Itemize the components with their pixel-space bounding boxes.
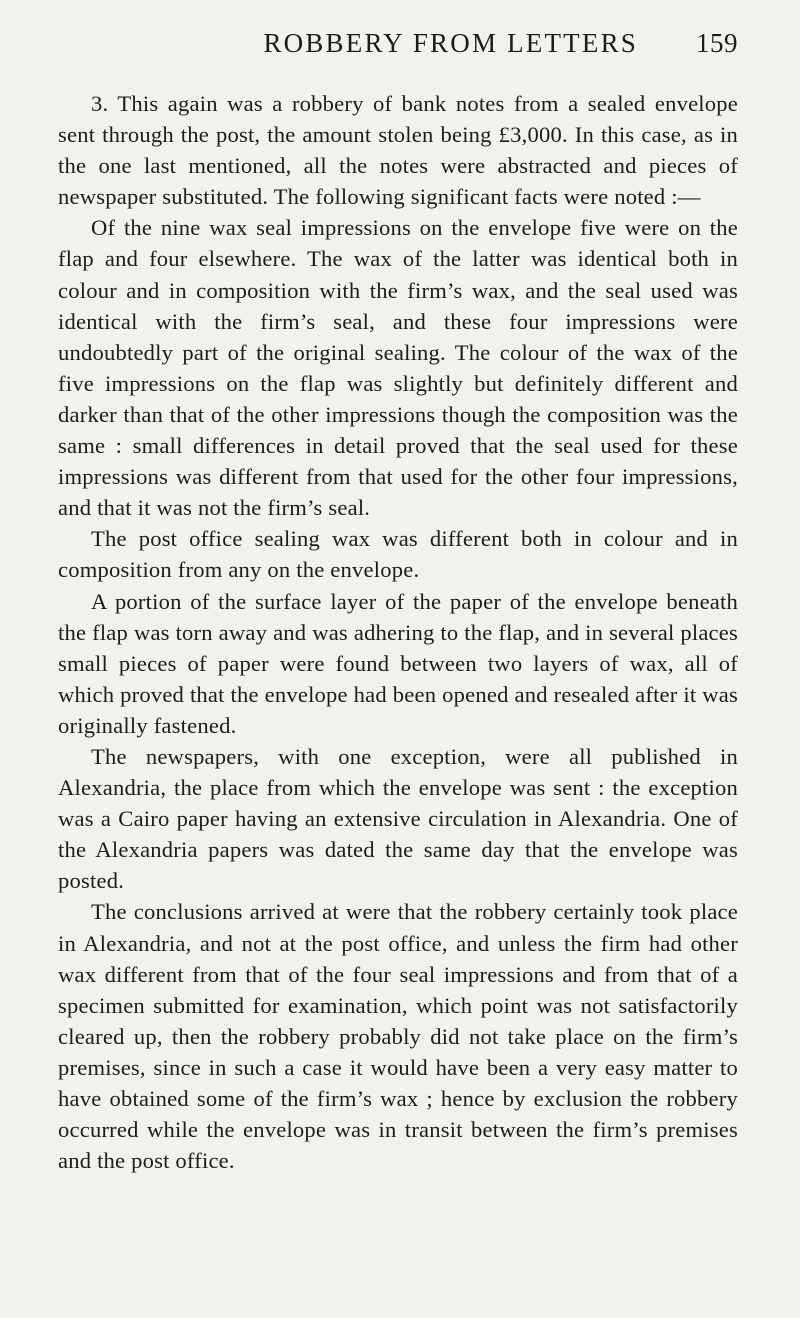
running-title: ROBBERY FROM LETTERS xyxy=(263,28,638,58)
paragraph-post-office-wax: The post office sealing wax was different both in colour and in composition from any on the envelope. xyxy=(58,526,738,583)
book-page xyxy=(58,30,738,1176)
paragraph-conclusions: The conclusions arrived at were that the robbery certainly took place in Alexandria, and not at the post office, and unless the firm had other wax different from that of the four seal impressions and from that of a specimen submitted for examination, which point was not satisfactorily cleared up, then the robbery probably did not take place on the firm’s premises, since in such a case it would have been a very easy matter to have obtained some of the firm’s wax ; hence by exclusion the robbery occurred while the envelope was in transit between the firm’s premises and the post office. xyxy=(58,899,738,1174)
paragraph-seal-impressions: Of the nine wax seal impressions on the envelope five were on the flap and four elsewhere. The wax of the latter was identical both in colour and in composition with the firm’s wax, and the seal used was identical with the firm’s seal, and these four impressions were undoubtedly part of the original sealing. The colour of the wax of the five impressions on the flap was slightly but definitely different and darker than that of the other impressions though the composition was the same : small differences in detail proved that the seal used for these impressions was different from that used for the other four impressions, and that it was not the firm’s seal. xyxy=(58,215,738,521)
paragraph-newspapers: The newspapers, with one exception, were all published in Alexandria, the place from which the envelope was sent : the exception was a Cairo paper having an extensive circulation in Alexandria. One of the Alexandria papers was dated the same day that the envelope was posted. xyxy=(58,743,738,894)
paragraph-envelope-paper: A portion of the surface layer of the paper of the envelope beneath the flap was torn away and was adhering to the flap, and in several places small pieces of paper were found between two layers of wax, all of which proved that the envelope had been opened and resealed after it was originally fastened. xyxy=(58,588,738,738)
page-number: 159 xyxy=(696,28,738,58)
body-text xyxy=(58,88,738,1176)
paragraph-case-3: 3. This again was a robbery of bank notes from a sealed envelope sent through the post, the amount stolen being £3,000. In this case, as in the one last mentioned, all the notes were abstracted and pieces of newspaper substituted. The following significant facts were noted :— xyxy=(58,91,738,210)
running-head xyxy=(58,30,738,88)
